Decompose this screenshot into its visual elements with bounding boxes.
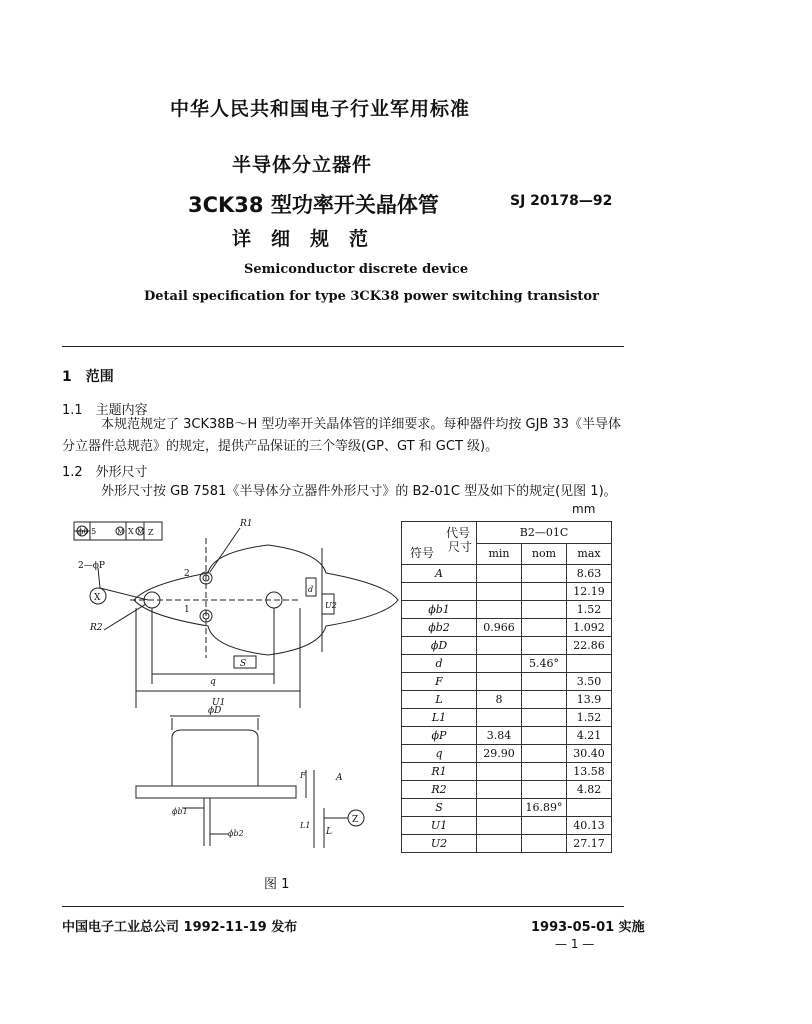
cell-max: [567, 799, 612, 817]
label-z: Z: [352, 815, 359, 825]
cell-sym: d: [402, 655, 477, 673]
cell-min: [477, 781, 522, 799]
table-row: [402, 745, 612, 763]
label-r1: R1: [240, 519, 253, 529]
standard-organization: 中华人民共和国电子行业军用标准: [170, 98, 471, 120]
cell-sym: ϕP: [402, 727, 477, 745]
cell-max: 12.19: [567, 583, 612, 601]
cell-sym: F: [402, 673, 477, 691]
tol-datum-z: Z: [148, 528, 154, 537]
cell-sym: [402, 583, 477, 601]
cell-max: 8.63: [567, 565, 612, 583]
cell-nom: [522, 763, 567, 781]
header-nom: nom: [522, 543, 567, 565]
label-a: A: [336, 773, 343, 783]
cell-max: [567, 655, 612, 673]
cell-nom: [522, 745, 567, 763]
table-row: [402, 673, 612, 691]
label-u2: U2: [325, 601, 337, 610]
paragraph-2: 外形尺寸按 GB 7581《半导体分立器件外形尺寸》的 B2-01C 型及如下的规定(见图 1)。: [101, 484, 617, 499]
cell-nom: [522, 601, 567, 619]
cell-min: [477, 655, 522, 673]
label-l1: L1: [300, 821, 311, 830]
label-pin2: 2: [184, 569, 190, 579]
paragraph-1-line-2: 分立器件总规范》的规定，提供产品保证的三个等级(GP、GT 和 GCT 级)。: [62, 439, 499, 454]
table-row: [402, 727, 612, 745]
header-code: 代号: [445, 526, 470, 540]
cell-max: 22.86: [567, 637, 612, 655]
cell-max: 40.13: [567, 817, 612, 835]
cell-max: 1.52: [567, 601, 612, 619]
cell-max: 1.092: [567, 619, 612, 637]
cell-sym: q: [402, 745, 477, 763]
standard-code: SJ 20178—92: [510, 193, 613, 209]
header-group: B2—01C: [477, 522, 612, 544]
cell-nom: [522, 835, 567, 853]
cell-nom: [522, 691, 567, 709]
cell-max: 13.58: [567, 763, 612, 781]
label-d: d: [308, 585, 314, 594]
header-min: min: [477, 543, 522, 565]
cell-min: [477, 835, 522, 853]
issue-date: 中国电子工业总公司 1992-11-19 发布: [62, 920, 298, 935]
cell-min: [477, 673, 522, 691]
table-row: [402, 691, 612, 709]
cell-max: 4.21: [567, 727, 612, 745]
cell-min: 8: [477, 691, 522, 709]
title-line-3: 详细规范: [232, 228, 389, 250]
table-row: [402, 583, 612, 601]
label-phiP: 2—ϕP: [78, 561, 105, 571]
paragraph-1-line-1: 本规范规定了 3CK38B～H 型功率开关晶体管的详细要求。每种器件均按 GJB 33《半导体: [101, 417, 622, 432]
cell-sym: A: [402, 565, 477, 583]
cell-max: 27.17: [567, 835, 612, 853]
cell-min: 29.90: [477, 745, 522, 763]
title-line-1: 半导体分立器件: [232, 154, 373, 176]
tol-m1: M: [117, 528, 125, 536]
label-phiD: ϕD: [208, 706, 222, 716]
page-number: — 1 —: [555, 937, 595, 951]
header-rule: [62, 346, 624, 347]
cell-nom: [522, 727, 567, 745]
cell-min: [477, 709, 522, 727]
section-1-2-heading: 1.2 外形尺寸: [62, 465, 148, 480]
header-symbol: 符号: [410, 546, 435, 560]
cell-min: [477, 565, 522, 583]
cell-min: [477, 763, 522, 781]
label-phib2: ϕb2: [228, 829, 244, 838]
tol-datum-x: X: [128, 527, 134, 536]
unit-label: mm: [572, 502, 596, 516]
outline-drawing: [60, 508, 400, 870]
figure-caption: 图 1: [264, 877, 290, 892]
cell-sym: R1: [402, 763, 477, 781]
table-corner: [402, 522, 477, 565]
tol-m2: M: [137, 528, 145, 536]
section-1-1-heading: 1.1 主题内容: [62, 403, 148, 418]
cell-nom: [522, 583, 567, 601]
label-x: X: [94, 593, 101, 603]
cell-min: [477, 799, 522, 817]
label-l: L: [326, 827, 332, 837]
footer-rule: [62, 906, 624, 907]
label-s: S: [240, 659, 247, 669]
table-row: [402, 781, 612, 799]
cell-sym: ϕD: [402, 637, 477, 655]
header-size: 尺寸: [447, 540, 472, 554]
cell-max: 3.50: [567, 673, 612, 691]
cell-nom: [522, 619, 567, 637]
section-1-heading: 1 范围: [62, 369, 114, 385]
dimension-table: [401, 521, 612, 853]
table-row: [402, 709, 612, 727]
cell-sym: U2: [402, 835, 477, 853]
cell-nom: [522, 781, 567, 799]
side-view-flange: [136, 786, 296, 798]
table-row: [402, 619, 612, 637]
cell-sym: L: [402, 691, 477, 709]
cell-min: [477, 637, 522, 655]
cell-max: 1.52: [567, 709, 612, 727]
label-u1: U1: [212, 698, 226, 708]
table-row: [402, 799, 612, 817]
table-row: [402, 835, 612, 853]
label-pin1: 1: [184, 605, 190, 615]
side-view-body: [172, 730, 258, 786]
cell-max: 30.40: [567, 745, 612, 763]
label-q: q: [210, 677, 216, 687]
cell-min: [477, 601, 522, 619]
cell-min: [477, 583, 522, 601]
cell-sym: U1: [402, 817, 477, 835]
table-row: [402, 763, 612, 781]
english-title-2: Detail specification for type 3CK38 power switching transistor: [144, 289, 599, 304]
label-r2: R2: [90, 623, 103, 633]
cell-max: 4.82: [567, 781, 612, 799]
table-body: [402, 565, 612, 853]
cell-nom: [522, 637, 567, 655]
cell-nom: 5.46°: [522, 655, 567, 673]
cell-min: [477, 817, 522, 835]
table-row: [402, 817, 612, 835]
cell-nom: [522, 673, 567, 691]
label-phib1: ϕb1: [172, 807, 188, 816]
label-f: F: [300, 771, 306, 780]
table-row: [402, 565, 612, 583]
cell-sym: ϕb1: [402, 601, 477, 619]
table-row: [402, 637, 612, 655]
cell-sym: L1: [402, 709, 477, 727]
cell-sym: ϕb2: [402, 619, 477, 637]
cell-max: 13.9: [567, 691, 612, 709]
cell-min: 3.84: [477, 727, 522, 745]
cell-nom: [522, 817, 567, 835]
header-max: max: [567, 543, 612, 565]
table-row: [402, 601, 612, 619]
cell-nom: 16.89°: [522, 799, 567, 817]
cell-sym: S: [402, 799, 477, 817]
table-row: [402, 655, 612, 673]
implementation-date: 1993-05-01 实施: [531, 920, 645, 935]
cell-min: 0.966: [477, 619, 522, 637]
title-line-2: 3CK38 型功率开关晶体管: [188, 193, 439, 217]
tol-value: ϕ0.5: [78, 527, 97, 536]
cell-sym: R2: [402, 781, 477, 799]
cell-nom: [522, 565, 567, 583]
cell-nom: [522, 709, 567, 727]
english-title-1: Semiconductor discrete device: [244, 262, 469, 277]
